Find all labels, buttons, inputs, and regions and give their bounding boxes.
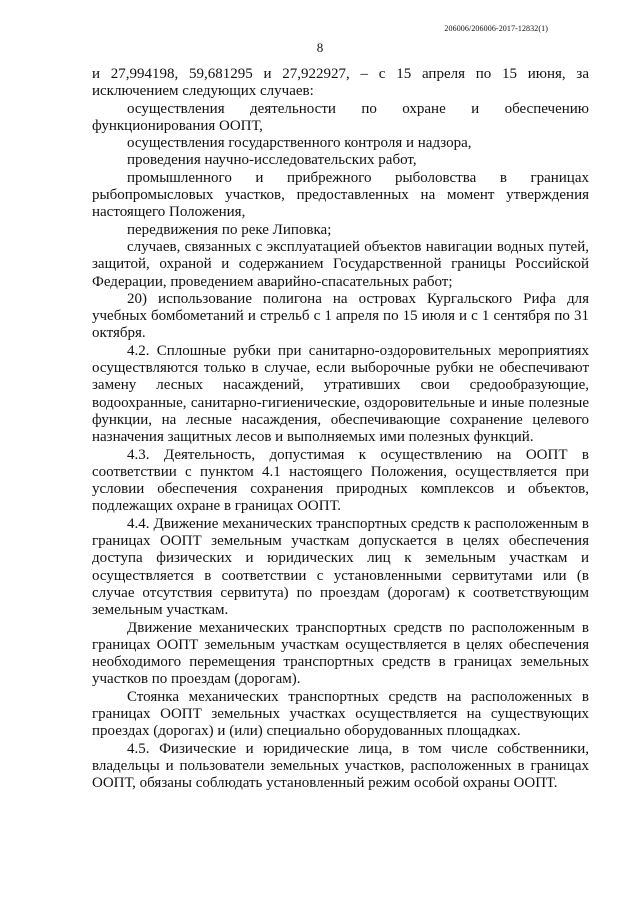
paragraph: Движение механических транспортных средств по расположенным в границах ООПТ земельным участкам осуществляется в целях обеспечения необходимого перемещения транспортных средств в границах земельных участков по проездам (дорогам). (92, 619, 589, 688)
paragraph: осуществления деятельности по охране и обеспечению функционирования ООПТ, (92, 100, 589, 134)
paragraph: осуществления государственного контроля и надзора, (127, 135, 472, 152)
paragraph: проведения научно-исследовательских работ, (127, 152, 417, 169)
paragraph: 4.4. Движение механических транспортных средств к расположенным в границах ООПТ земельным участкам допускается в целях обеспечения доступа физических и юридических лиц к земельным участкам и осуществляется в соответствии с установленными сервитутами или (в случае отсутствия сервитута) по проездам (дорогам) к соответствующим земельным участкам. (92, 515, 589, 619)
paragraph: передвижения по реке Липовка; (127, 221, 332, 238)
paragraph: 4.5. Физические и юридические лица, в том числе собственники, владельцы и пользователи земельных участков, расположенных в границах ООПТ, обязаны соблюдать установленный режим особой охраны ООПТ. (92, 740, 589, 792)
document-id: 206006/206006-2017-12832(1) (444, 24, 548, 33)
document-body (92, 66, 589, 792)
paragraph: 20) использование полигона на островах Кургальского Рифа для учебных бомбометаний и стрельб с 1 апреля по 15 июля и с 1 сентября по 31 октября. (92, 290, 589, 342)
paragraph: 4.3. Деятельность, допустимая к осуществлению на ООПТ в соответствии с пунктом 4.1 настоящего Положения, осуществляется при условии обеспечения сохранения природных комплексов и объектов, подлежащих охране в границах ООПТ. (92, 446, 589, 515)
page-number: 8 (316, 40, 324, 55)
paragraph: промышленного и прибрежного рыболовства в границах рыбопромысловых участков, предоставленных на момент утверждения настоящего Положения, (92, 169, 589, 221)
paragraph: и 27,994198, 59,681295 и 27,922927, – с 15 апреля по 15 июня, за исключением следующих случаев: (92, 66, 589, 100)
paragraph: случаев, связанных с эксплуатацией объектов навигации водных путей, защитой, охраной и содержанием Государственной границы Российской Федерации, проведением аварийно-спасательных работ; (92, 238, 589, 290)
paragraph: Стоянка механических транспортных средств на расположенных в границах ООПТ земельных участках осуществляется на существующих проездах (дорогах) и (или) специально оборудованных площадках. (92, 688, 589, 740)
paragraph: 4.2. Сплошные рубки при санитарно-оздоровительных мероприятиях осуществляются только в случае, если выборочные рубки не обеспечивают замену лесных насаждений, утративших свои средообразующие, водоохранные, санитарно-гигиенические, оздоровительные и иные полезные функции, на лесные насаждения, обеспечивающие сохранение целевого назначения защитных лесов и выполняемых ими полезных функций. (92, 342, 589, 446)
